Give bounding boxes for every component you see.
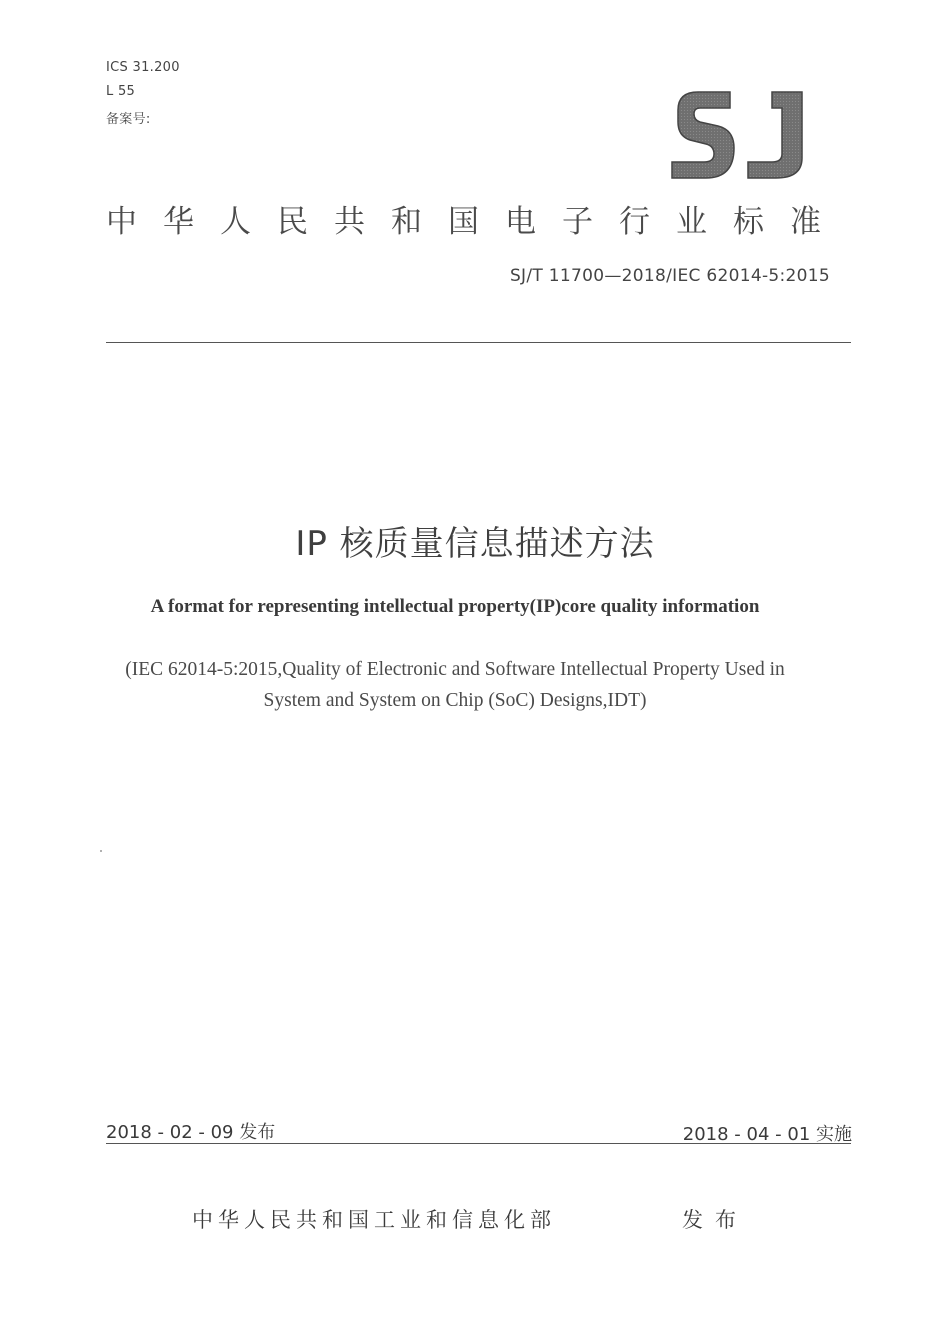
scan-speck (100, 850, 102, 852)
equivalence-line-1: (IEC 62014-5:2015,Quality of Electronic and Software Intellectual Property Used in (125, 659, 785, 680)
standard-number: SJ/T 11700—2018/IEC 62014-5:2015 (509, 266, 830, 286)
document-equivalence-note (60, 654, 850, 716)
document-title-english: A format for representing intellectual property(IP)core quality information (150, 596, 760, 617)
equivalence-line-2: System and System on Chip (SoC) Designs,IDT) (263, 690, 647, 711)
standard-category-title: 中华人民共和国电子行业标准 (106, 204, 847, 240)
sj-logo (668, 88, 808, 182)
footer-divider (106, 1143, 851, 1144)
filing-number-label: 备案号: (106, 112, 151, 127)
document-title-chinese: IP 核质量信息描述方法 (295, 524, 655, 564)
ics-code: ICS 31.200 (106, 60, 180, 75)
implementation-date: 2018 - 04 - 01 实施 (682, 1124, 852, 1145)
header-divider (106, 342, 851, 343)
issue-action-label: 发布 (682, 1208, 748, 1232)
classification-code: L 55 (106, 84, 136, 99)
issue-date: 2018 - 02 - 09 发布 (106, 1122, 276, 1143)
issuing-authority: 中华人民共和国工业和信息化部 (192, 1208, 556, 1232)
